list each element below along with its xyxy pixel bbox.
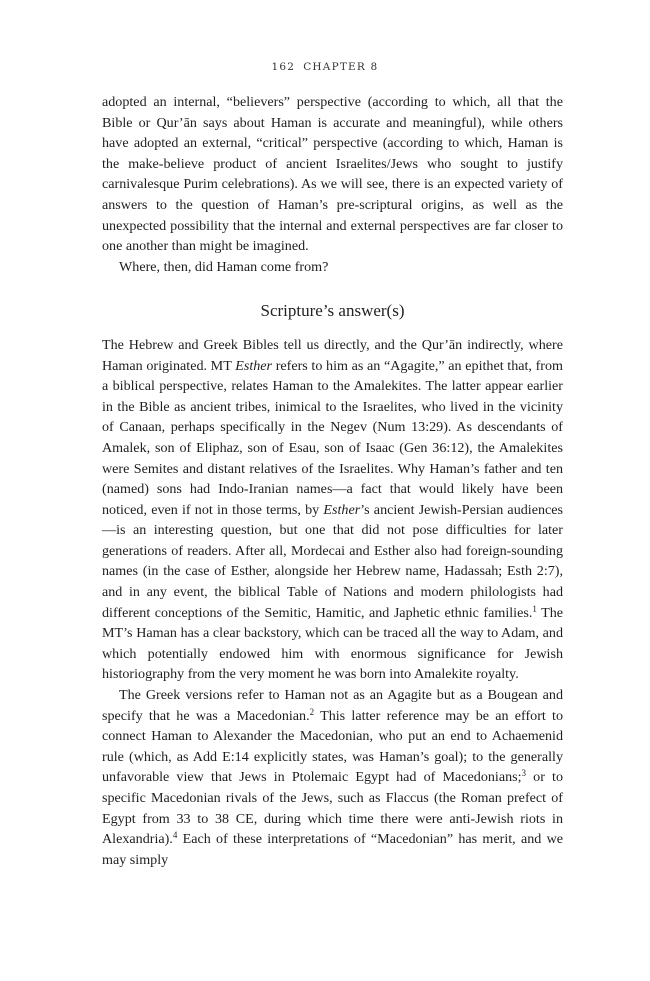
footnote-marker: 4	[172, 830, 178, 841]
paragraph-3-text-c: ’s ancient Jewish-Persian audiences—is an interesting question, but one that did not pose difficulties for later generations of readers. After all, Mordecai and Esther also had foreign-sounding names (in the case of Esther, alongside her Hebrew name, Hadassah; Esth 2:7), and in any event, the biblical Table of Nations and modern philologists had different conceptions of the Semitic, Hamitic, and Japhetic ethnic families.	[102, 501, 563, 621]
italic-title-esther: Esther	[235, 357, 273, 374]
paragraph-3-text-b: refers to him as an “Agagite,” an epithet that, from a biblical perspective, relates Haman to the Amalekites. The latter appear earlier in the Bible as ancient tribes, inimical to the Israelites, who lived in the vicinity of Canaan, perhaps specifically in the Negev (Num 13:29). As descendants of Amalek, son of Eliphaz, son of Esau, son of Isaac (Gen 36:12), the Amalekites were Semites and distant relatives of the Israelites. Why Haman’s father and ten (named) sons had Indo-Iranian names—a fact that would likely have been noticed, even if not in those terms, by	[102, 357, 563, 518]
italic-title-esther: Esther	[323, 501, 361, 518]
paragraph-4-text-b: This latter reference may be an effort to connect Haman to Alexander the Macedonian, who put an end to Achaemenid rule (which, as Add E:14 explicitly states, was Haman’s goal); to the generally unfavorable view that Jews in Ptolemaic Egypt had of Macedonians;	[102, 707, 563, 786]
paragraph-3-text-a: The Hebrew and Greek Bibles tell us directly, and the Qur’ān indirectly, where Haman originated. MT	[102, 336, 563, 374]
footnote-marker: 3	[521, 768, 527, 779]
paragraph-3-text-d: The MT’s Haman has a clear backstory, which can be traced all the way to Adam, and which potentially endowed him with enormous significance for Jewish historiography from the very moment he was born into Amalekite royalty.	[102, 604, 563, 683]
paragraph-2	[102, 257, 563, 278]
page-number: 162	[271, 61, 296, 73]
paragraph-4-text-d: Each of these interpretations of “Macedonian” has merit, and we may simply	[102, 831, 563, 868]
paragraph-4-text-c: or to specific Macedonian rivals of the Jews, such as Flaccus (the Roman prefect of Egypt from 33 to 38 CE, during which time there were anti-Jewish riots in Alexandria).	[102, 769, 563, 848]
body-text	[102, 92, 563, 870]
paragraph-3	[102, 335, 563, 685]
paragraph-1-text: adopted an internal, “believers” perspective (according to which, all that the Bible or Qur’ān says about Haman is accurate and meaningful), while others have adopted an external, “critical” perspective (according to which, Haman is the make-believe product of ancient Israelites/Jews who sought to justify carnivalesque Purim celebrations). As we will see, there is an expected variety of answers to the question of Haman’s pre-scriptural origins, as well as the unexpected possibility that the internal and external perspectives are far closer to one another than might be imagined.	[102, 94, 563, 255]
paragraph-4-text-a: The Greek versions refer to Haman not as an Agagite but as a Bougean and specify that he was a Macedonian.	[102, 687, 563, 724]
running-head	[0, 61, 650, 73]
paragraph-4	[102, 685, 563, 870]
paragraph-1	[102, 92, 563, 257]
footnote-marker: 1	[532, 603, 537, 614]
paragraph-2-text: Where, then, did Haman come from?	[119, 258, 329, 275]
section-heading: Scripture’s answer(s)	[260, 301, 405, 321]
footnote-marker: 2	[309, 706, 315, 717]
chapter-label: CHAPTER 8	[303, 61, 379, 73]
